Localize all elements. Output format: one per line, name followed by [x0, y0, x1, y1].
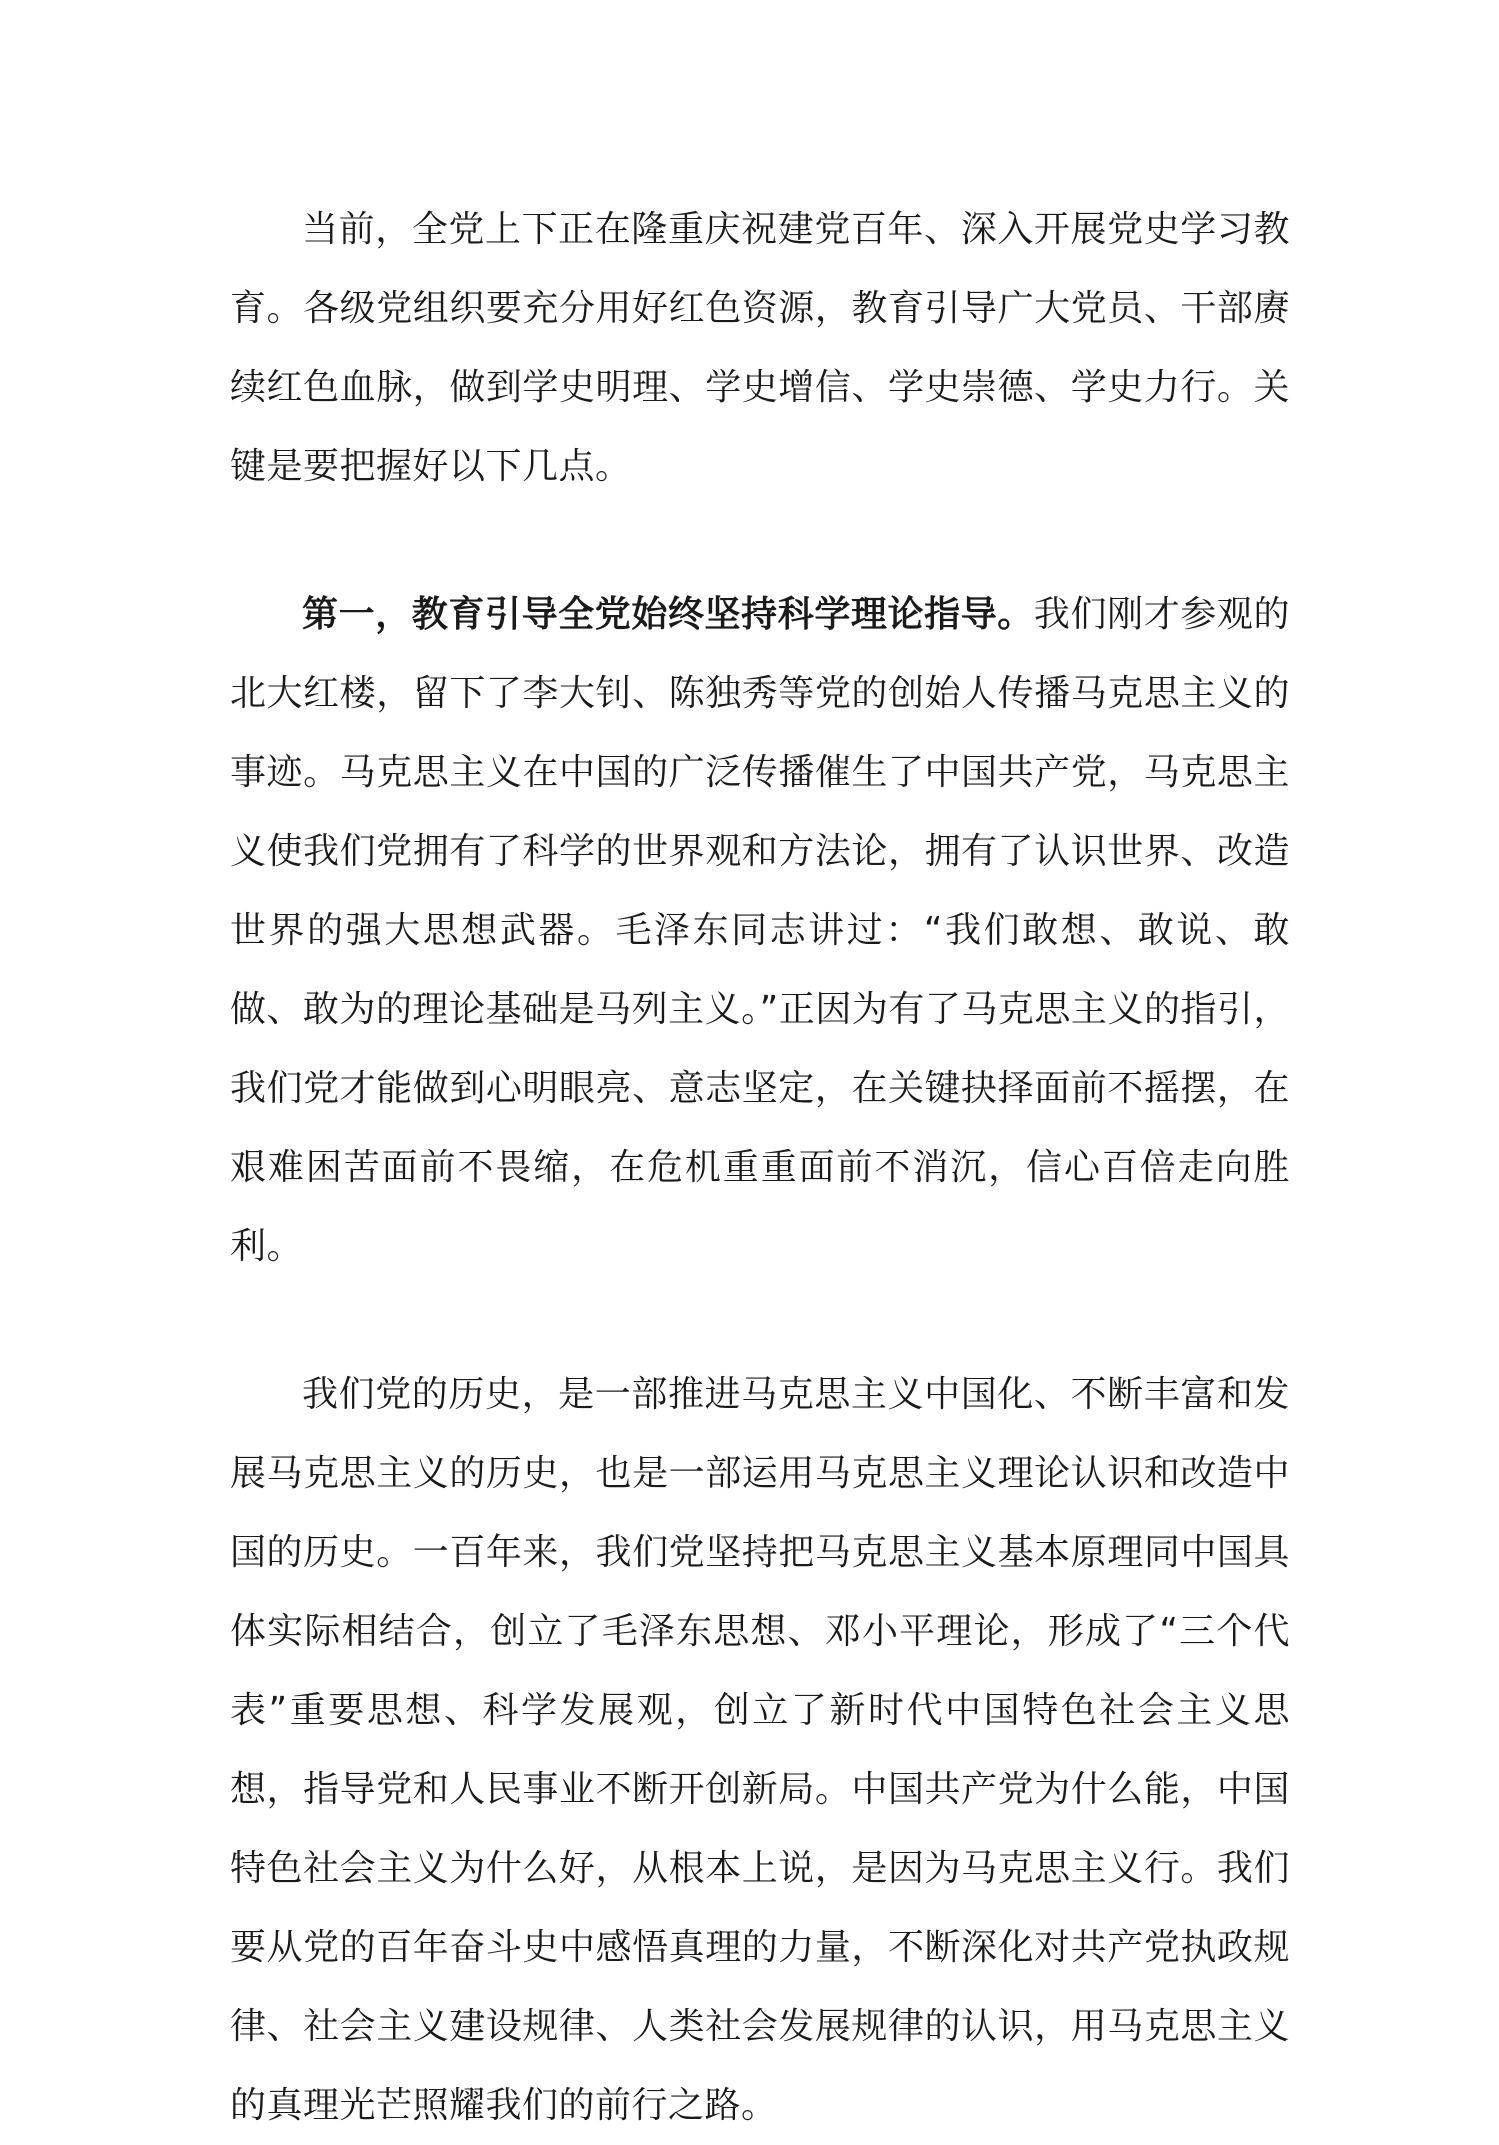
paragraph-3	[230, 1355, 1290, 2145]
paragraph-2-text: 我们刚才参观的北大红楼，留下了李大钊、陈独秀等党的创始人传播马克思主义的事迹。马克思主义在中国的广泛传播催生了中国共产党，马克思主义使我们党拥有了科学的世界观和方法论，拥有了认识世界、改造世界的强大思想武器。毛泽东同志讲过：“我们敢想、敢说、敢做、敢为的理论基础是马列主义。”正因为有了马克思主义的指引，我们党才能做到心明眼亮、意志坚定，在关键抉择面前不摇摆，在艰难困苦面前不畏缩，在危机重重面前不消沉，信心百倍走向胜利。	[230, 594, 1290, 1267]
paragraph-1	[230, 190, 1290, 506]
document-body	[230, 190, 1290, 2145]
paragraph-2-lead: 第一，教育引导全党始终坚持科学理论指导。	[302, 594, 1034, 635]
paragraph-3-text: 我们党的历史，是一部推进马克思主义中国化、不断丰富和发展马克思主义的历史，也是一部运用马克思主义理论认识和改造中国的历史。一百年来，我们党坚持把马克思主义基本原理同中国具体实际相结合，创立了毛泽东思想、邓小平理论，形成了“三个代表”重要思想、科学发展观，创立了新时代中国特色社会主义思想，指导党和人民事业不断开创新局。中国共产党为什么能，中国特色社会主义为什么好，从根本上说，是因为马克思主义行。我们要从党的百年奋斗史中感悟真理的力量，不断深化对共产党执政规律、社会主义建设规律、人类社会发展规律的认识，用马克思主义的真理光芒照耀我们的前行之路。	[230, 1374, 1290, 2126]
paragraph-2	[230, 575, 1290, 1286]
paragraph-1-text: 当前，全党上下正在隆重庆祝建党百年、深入开展党史学习教育。各级党组织要充分用好红色资源，教育引导广大党员、干部赓续红色血脉，做到学史明理、学史增信、学史崇德、学史力行。关键是要把握好以下几点。	[230, 209, 1290, 487]
